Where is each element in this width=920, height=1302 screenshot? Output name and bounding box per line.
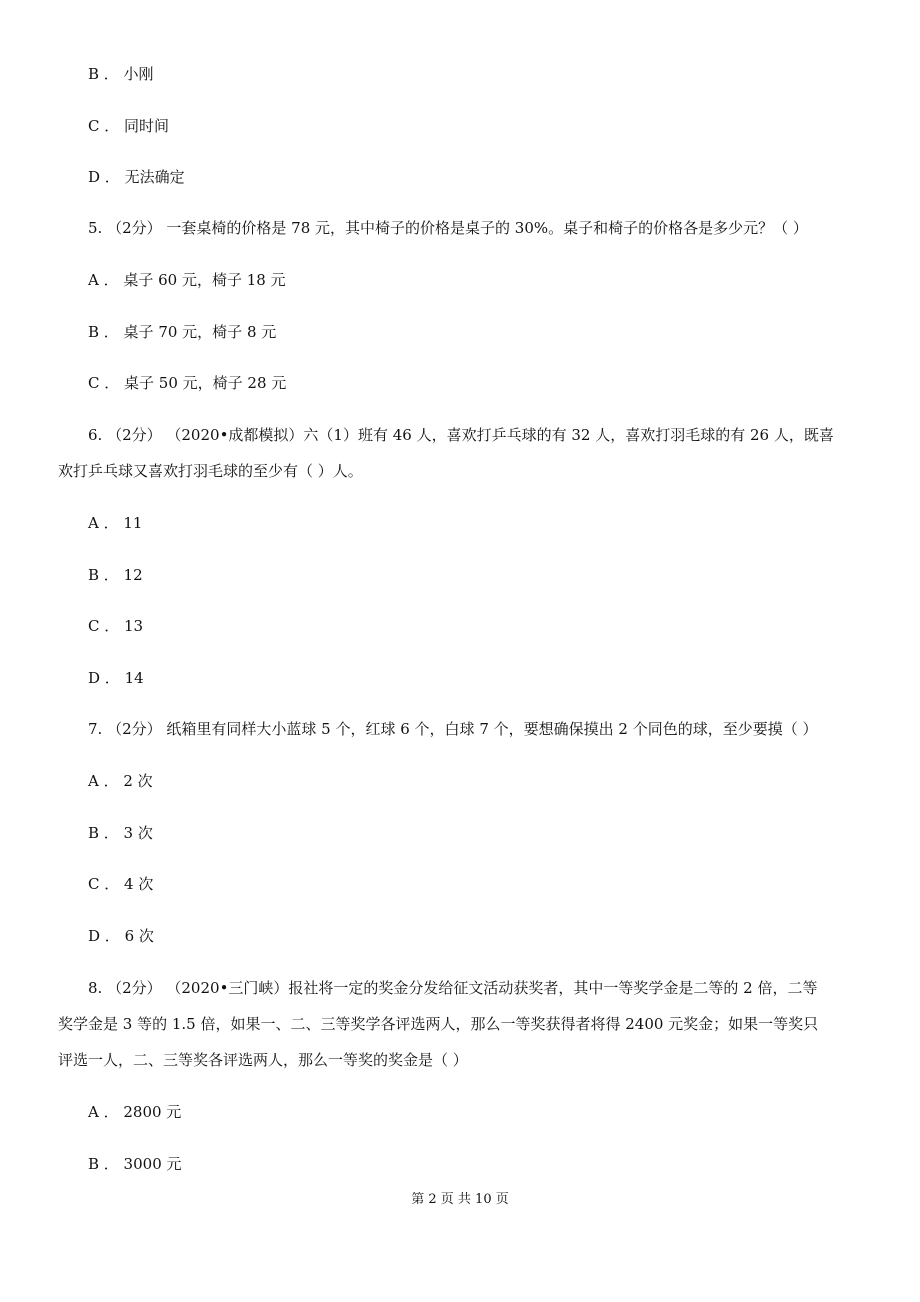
q5-option-a: A ． 桌子 60 元，椅子 18 元 bbox=[88, 271, 286, 289]
q6-option-a: A ． 11 bbox=[88, 514, 143, 532]
q7-option-a: A ． 2 次 bbox=[88, 772, 153, 790]
q5-option-c: C ． 桌子 50 元，椅子 28 元 bbox=[88, 374, 287, 392]
q8-option-a: A ． 2800 元 bbox=[88, 1103, 182, 1121]
q8-stem-line3: 评选一人，二、三等奖各评选两人，那么一等奖的奖金是（ ） bbox=[58, 1051, 468, 1069]
q7-option-d: D ． 6 次 bbox=[88, 927, 154, 945]
q6-option-d: D ． 14 bbox=[88, 669, 144, 687]
q7-stem: 7. （2分） 纸箱里有同样大小蓝球 5 个，红球 6 个，白球 7 个，要想确保摸出 2 个同色的球，至少要摸（ ） bbox=[88, 720, 818, 738]
q4-option-d: D ． 无法确定 bbox=[88, 168, 185, 186]
q8-option-b: B ． 3000 元 bbox=[88, 1155, 182, 1173]
page-number-footer: 第 2 页 共 10 页 bbox=[411, 1192, 509, 1207]
q6-stem-line1: 6. （2分） （2020•成都模拟）六（1）班有 46 人，喜欢打乒乓球的有 32 人，喜欢打羽毛球的有 26 人，既喜 bbox=[88, 426, 834, 444]
q6-option-b: B ． 12 bbox=[88, 566, 143, 584]
q7-option-b: B ． 3 次 bbox=[88, 824, 153, 842]
q8-stem-line1: 8. （2分） （2020•三门峡）报社将一定的奖金分发给征文活动获奖者，其中一等奖学金是二等的 2 倍，二等 bbox=[88, 979, 818, 997]
q6-option-c: C ． 13 bbox=[88, 617, 144, 635]
q4-option-c: C ． 同时间 bbox=[88, 117, 170, 135]
q6-stem-line2: 欢打乒乓球又喜欢打羽毛球的至少有（ ）人。 bbox=[58, 462, 363, 480]
q5-option-b: B ． 桌子 70 元，椅子 8 元 bbox=[88, 323, 277, 341]
q4-option-b: B ． 小刚 bbox=[88, 65, 154, 83]
q5-stem: 5. （2分） 一套桌椅的价格是 78 元，其中椅子的价格是桌子的 30%。桌子和椅子的价格各是多少元？（ ） bbox=[88, 219, 808, 237]
q8-stem-line2: 奖学金是 3 等的 1.5 倍，如果一、二、三等奖学各评选两人，那么一等奖获得者将得 2400 元奖金；如果一等奖只 bbox=[58, 1015, 819, 1033]
q7-option-c: C ． 4 次 bbox=[88, 875, 154, 893]
